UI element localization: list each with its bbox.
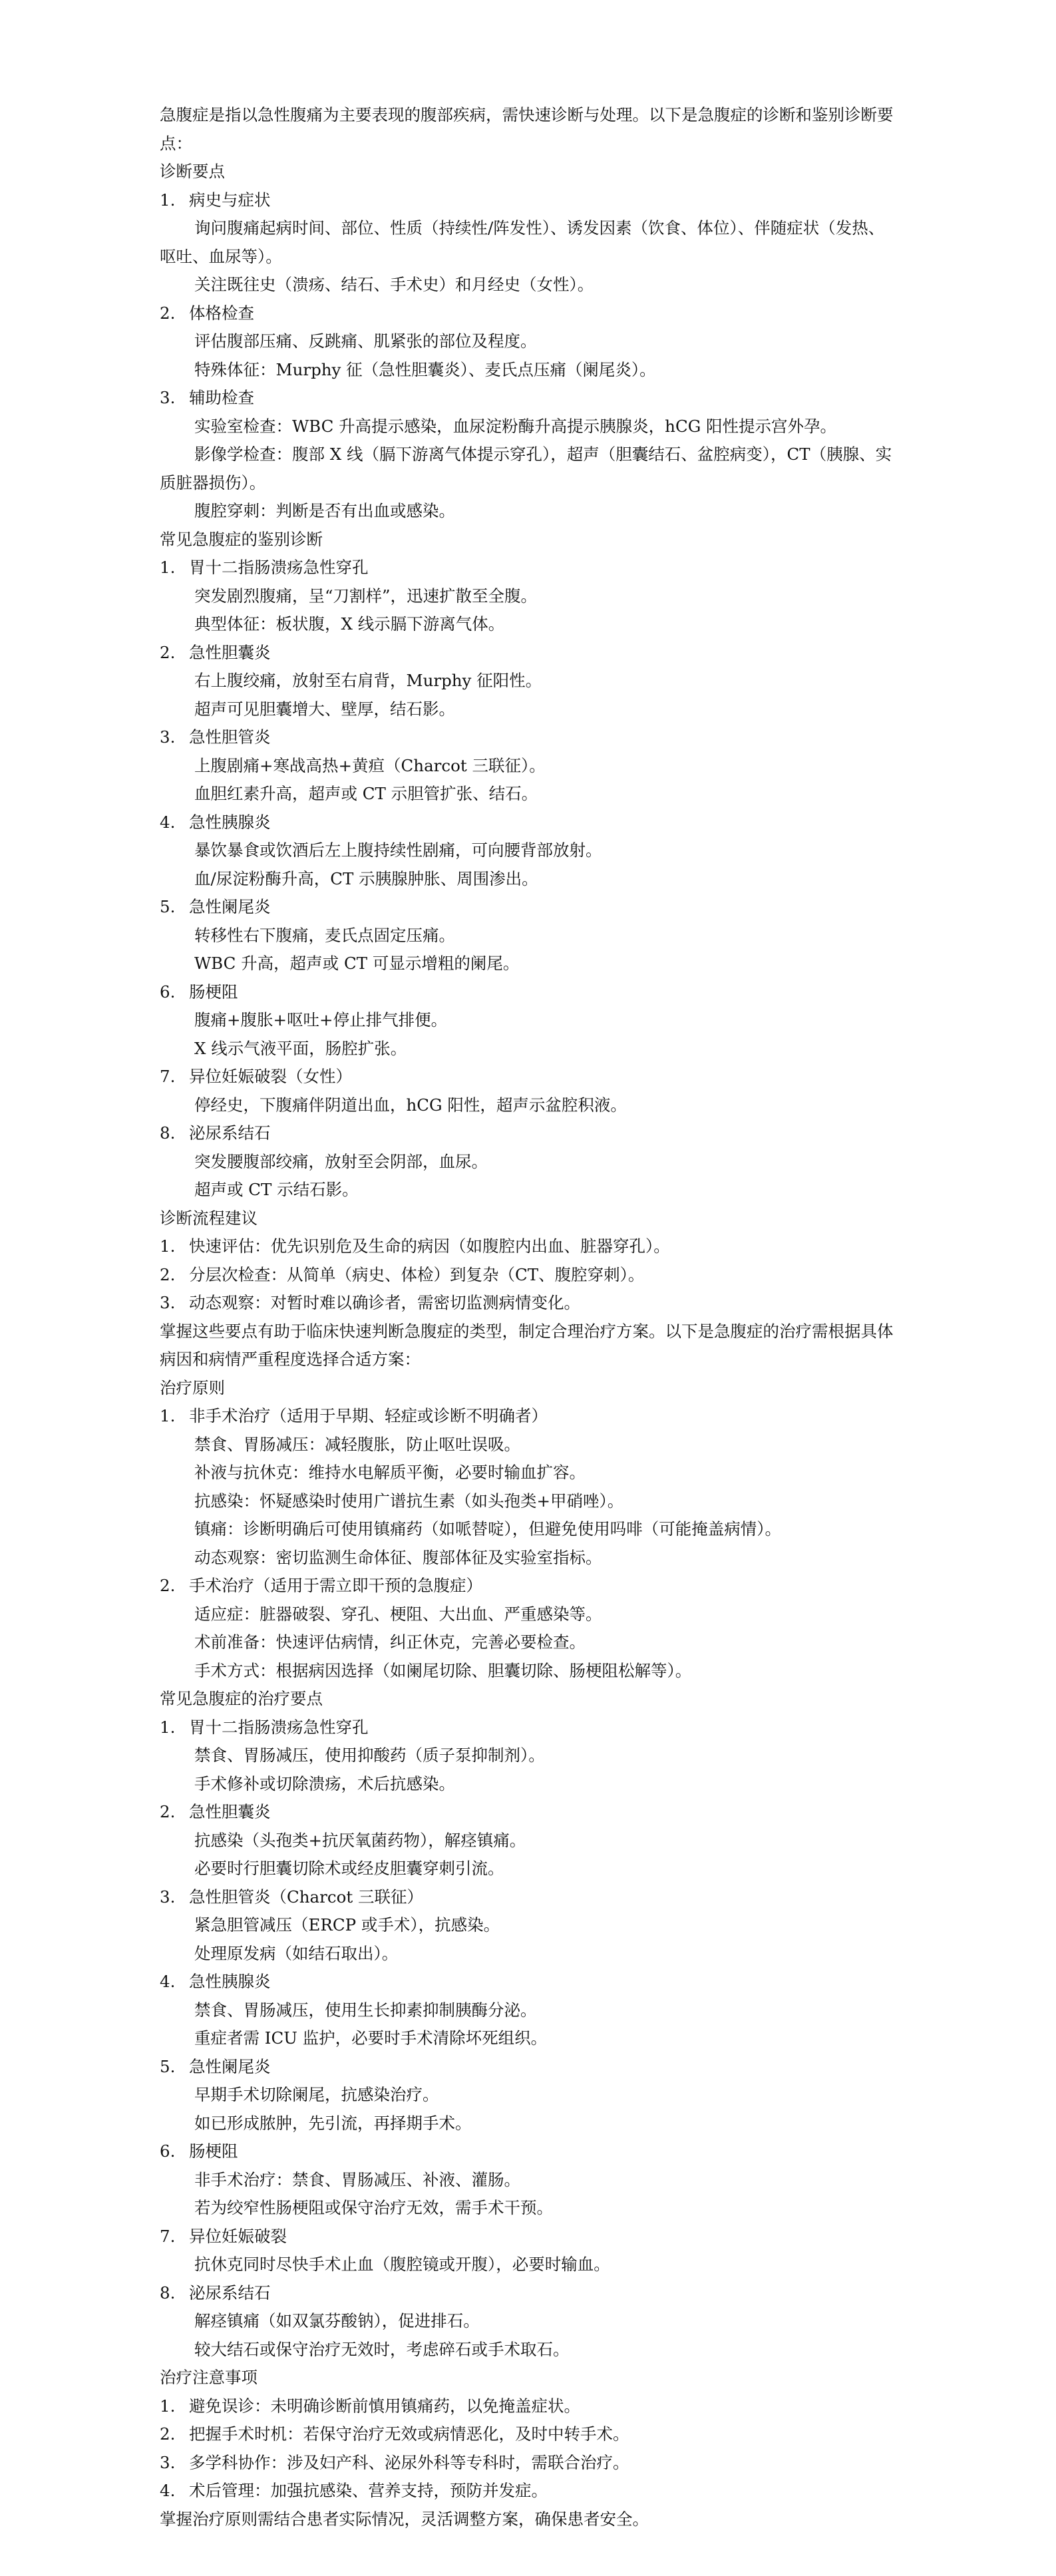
list-item: 3. 急性胆管炎（Charcot 三联征） <box>160 1883 898 1912</box>
list-item: 2. 急性胆囊炎 <box>160 639 898 667</box>
item-detail: 血/尿淀粉酶升高，CT 示胰腺肿胀、周围渗出。 <box>194 868 538 888</box>
item-title: 急性胰腺炎 <box>189 812 271 832</box>
item-detail: 实验室检查：WBC 升高提示感染，血尿淀粉酶升高提示胰腺炎，hCG 阳性提示宫外孕。 <box>194 416 837 436</box>
item-detail: 抗感染：怀疑感染时使用广谱抗生素（如头孢类+甲硝唑）。 <box>194 1491 624 1511</box>
item-detail: 较大结石或保守治疗无效时，考虑碎石或手术取石。 <box>194 2339 570 2359</box>
item-detail: 紧急胆管减压（ERCP 或手术），抗感染。 <box>194 1915 500 1934</box>
item-detail: 非手术治疗：禁食、胃肠减压、补液、灌肠。 <box>194 2169 520 2189</box>
list-item: 1. 胃十二指肠溃疡急性穿孔 <box>160 1714 898 1742</box>
list-item: 5. 急性阑尾炎 <box>160 2053 898 2082</box>
list-item: 8. 泌尿系结石 <box>160 1119 898 1148</box>
list-item: 1. 胃十二指肠溃疡急性穿孔 <box>160 554 898 582</box>
list-item: 1. 快速评估：优先识别危及生命的病因（如腹腔内出血、脏器穿孔）。 <box>160 1236 670 1256</box>
list-item: 1. 非手术治疗（适用于早期、轻症或诊断不明确者） <box>160 1402 898 1431</box>
list-item: 2. 体格检查 <box>160 299 898 328</box>
item-detail: 术前准备：快速评估病情，纠正休克，完善必要检查。 <box>194 1632 586 1652</box>
list-item: 7. 异位妊娠破裂（女性） <box>160 1063 898 1091</box>
item-detail: 镇痛：诊断明确后可使用镇痛药（如哌替啶），但避免使用吗啡（可能掩盖病情）。 <box>194 1519 781 1539</box>
item-detail: 抗休克同时尽快手术止血（腹腔镜或开腹），必要时输血。 <box>194 2255 610 2274</box>
item-title: 异位妊娠破裂（女性） <box>189 1067 352 1086</box>
item-title: 胃十二指肠溃疡急性穿孔 <box>189 1717 369 1737</box>
document-body <box>160 101 898 2533</box>
item-detail: 禁食、胃肠减压：减轻腹胀，防止呕吐误吸。 <box>194 1434 520 1454</box>
list-item: 7. 异位妊娠破裂 <box>160 2223 898 2251</box>
item-title: 胃十二指肠溃疡急性穿孔 <box>189 558 369 577</box>
list-item: 5. 急性阑尾炎 <box>160 893 898 922</box>
section-heading-common-treatment: 常见急腹症的治疗要点 <box>160 1689 323 1708</box>
item-detail: 补液与抗休克：维持水电解质平衡，必要时输血扩容。 <box>194 1463 586 1482</box>
item-detail: WBC 升高，超声或 CT 可显示增粗的阑尾。 <box>194 954 520 973</box>
item-detail: 特殊体征：Murphy 征（急性胆囊炎）、麦氏点压痛（阑尾炎）。 <box>194 359 656 379</box>
item-detail: 若为绞窄性肠梗阻或保守治疗无效，需手术干预。 <box>194 2198 553 2217</box>
item-detail: X 线示气液平面，肠腔扩张。 <box>194 1038 407 1058</box>
item-detail: 早期手术切除阑尾，抗感染治疗。 <box>194 2085 439 2104</box>
item-detail: 腹腔穿刺：判断是否有出血或感染。 <box>194 501 455 520</box>
item-detail: 重症者需 ICU 监护，必要时手术清除坏死组织。 <box>194 2028 548 2048</box>
item-detail: 禁食、胃肠减压，使用生长抑素抑制胰酶分泌。 <box>194 2000 537 2020</box>
list-item: 3. 急性胆管炎 <box>160 723 898 752</box>
item-detail: 典型体征：板状腹，X 线示膈下游离气体。 <box>194 614 505 634</box>
item-title: 体格检查 <box>189 303 254 323</box>
item-detail: 适应症：脏器破裂、穿孔、梗阻、大出血、严重感染等。 <box>194 1604 602 1624</box>
closing-paragraph: 掌握治疗原则需结合患者实际情况，灵活调整方案，确保患者安全。 <box>160 2509 649 2529</box>
item-detail: 必要时行胆囊切除术或经皮胆囊穿刺引流。 <box>194 1859 504 1878</box>
section-heading-treatment: 治疗原则 <box>160 1378 225 1397</box>
section-heading-diagnosis: 诊断要点 <box>160 162 225 181</box>
item-title: 异位妊娠破裂 <box>189 2226 287 2246</box>
item-title: 急性胆囊炎 <box>189 642 271 662</box>
list-item: 6. 肠梗阻 <box>160 978 898 1007</box>
item-title: 泌尿系结石 <box>189 1123 271 1143</box>
list-item: 3. 辅助检查 <box>160 384 898 413</box>
item-detail: 询问腹痛起病时间、部位、性质（持续性/阵发性）、诱发因素（饮食、体位）、伴随症状（发热、呕吐、血尿等）。 <box>160 218 885 266</box>
list-item: 2. 急性胆囊炎 <box>160 1798 898 1827</box>
list-item: 1. 病史与症状 <box>160 186 898 215</box>
item-detail: 如已形成脓肿，先引流，再择期手术。 <box>194 2113 472 2133</box>
section-heading-workflow: 诊断流程建议 <box>160 1208 258 1228</box>
list-item: 2. 把握手术时机：若保守治疗无效或病情恶化，及时中转手术。 <box>160 2424 629 2444</box>
item-detail: 手术方式：根据病因选择（如阑尾切除、胆囊切除、肠梗阻松解等）。 <box>194 1660 692 1680</box>
item-title: 急性阑尾炎 <box>189 2056 271 2076</box>
item-detail: 影像学检查：腹部 X 线（膈下游离气体提示穿孔），超声（胆囊结石、盆腔病变），CT（胰腺、实质脏器损伤）。 <box>160 445 892 492</box>
item-detail: 解痉镇痛（如双氯芬酸钠），促进排石。 <box>194 2311 480 2330</box>
item-detail: 评估腹部压痛、反跳痛、肌紧张的部位及程度。 <box>194 331 537 351</box>
item-detail: 腹痛+腹胀+呕吐+停止排气排便。 <box>194 1010 448 1029</box>
section-heading-notes: 治疗注意事项 <box>160 2368 258 2387</box>
item-title: 急性胰腺炎 <box>189 1972 271 1991</box>
list-item: 2. 手术治疗（适用于需立即干预的急腹症） <box>160 1572 898 1600</box>
intro-paragraph: 急腹症是指以急性腹痛为主要表现的腹部疾病，需快速诊断与处理。以下是急腹症的诊断和鉴别诊断要点： <box>160 105 894 153</box>
item-detail: 动态观察：密切监测生命体征、腹部体征及实验室指标。 <box>194 1547 602 1567</box>
item-title: 肠梗阻 <box>189 982 238 1002</box>
item-title: 急性阑尾炎 <box>189 897 271 916</box>
item-title: 泌尿系结石 <box>189 2283 271 2302</box>
list-item: 4. 急性胰腺炎 <box>160 1968 898 1996</box>
item-detail: 上腹剧痛+寒战高热+黄疸（Charcot 三联征）。 <box>194 755 546 775</box>
list-item: 8. 泌尿系结石 <box>160 2279 898 2308</box>
item-title: 急性胆囊炎 <box>189 1802 271 1821</box>
item-title: 急性胆管炎（Charcot 三联征） <box>189 1887 423 1907</box>
item-detail: 暴饮暴食或饮酒后左上腹持续性剧痛，可向腰背部放射。 <box>194 840 602 860</box>
item-title: 肠梗阻 <box>189 2141 238 2161</box>
item-title: 病史与症状 <box>189 190 271 210</box>
item-detail: 抗感染（头孢类+抗厌氧菌药物），解痉镇痛。 <box>194 1830 526 1850</box>
item-detail: 处理原发病（如结石取出）。 <box>194 1943 399 1963</box>
item-title: 非手术治疗（适用于早期、轻症或诊断不明确者） <box>189 1406 548 1425</box>
item-title: 手术治疗（适用于需立即干预的急腹症） <box>189 1576 482 1595</box>
item-title: 急性胆管炎 <box>189 727 271 747</box>
item-title: 辅助检查 <box>189 388 254 407</box>
item-detail: 手术修补或切除溃疡，术后抗感染。 <box>194 1773 455 1793</box>
section-heading-differential: 常见急腹症的鉴别诊断 <box>160 529 323 549</box>
item-detail: 右上腹绞痛，放射至右肩背，Murphy 征阳性。 <box>194 671 542 690</box>
list-item: 4. 术后管理：加强抗感染、营养支持，预防并发症。 <box>160 2481 548 2500</box>
item-detail: 停经史，下腹痛伴阴道出血，hCG 阳性，超声示盆腔积液。 <box>194 1095 627 1115</box>
transition-paragraph: 掌握这些要点有助于临床快速判断急腹症的类型，制定合理治疗方案。以下是急腹症的治疗需根据具体病因和病情严重程度选择合适方案： <box>160 1321 894 1369</box>
list-item: 4. 急性胰腺炎 <box>160 809 898 837</box>
list-item: 1. 避免误诊：未明确诊断前慎用镇痛药，以免掩盖症状。 <box>160 2396 580 2416</box>
item-detail: 超声或 CT 示结石影。 <box>194 1180 359 1199</box>
item-detail: 超声可见胆囊增大、壁厚，结石影。 <box>194 699 455 719</box>
list-item: 6. 肠梗阻 <box>160 2137 898 2166</box>
item-detail: 血胆红素升高，超声或 CT 示胆管扩张、结石。 <box>194 784 538 803</box>
item-detail: 禁食、胃肠减压，使用抑酸药（质子泵抑制剂）。 <box>194 1746 545 1765</box>
item-detail: 突发腰腹部绞痛，放射至会阴部，血尿。 <box>194 1151 488 1171</box>
list-item: 3. 动态观察：对暂时难以确诊者，需密切监测病情变化。 <box>160 1293 580 1312</box>
list-item: 2. 分层次检查：从简单（病史、体检）到复杂（CT、腹腔穿刺）。 <box>160 1264 645 1284</box>
item-detail: 转移性右下腹痛，麦氏点固定压痛。 <box>194 925 455 945</box>
item-detail: 突发剧烈腹痛，呈“刀割样”，迅速扩散至全腹。 <box>194 586 538 606</box>
list-item: 3. 多学科协作：涉及妇产科、泌尿外科等专科时，需联合治疗。 <box>160 2452 629 2472</box>
item-detail: 关注既往史（溃疡、结石、手术史）和月经史（女性）。 <box>194 275 594 294</box>
